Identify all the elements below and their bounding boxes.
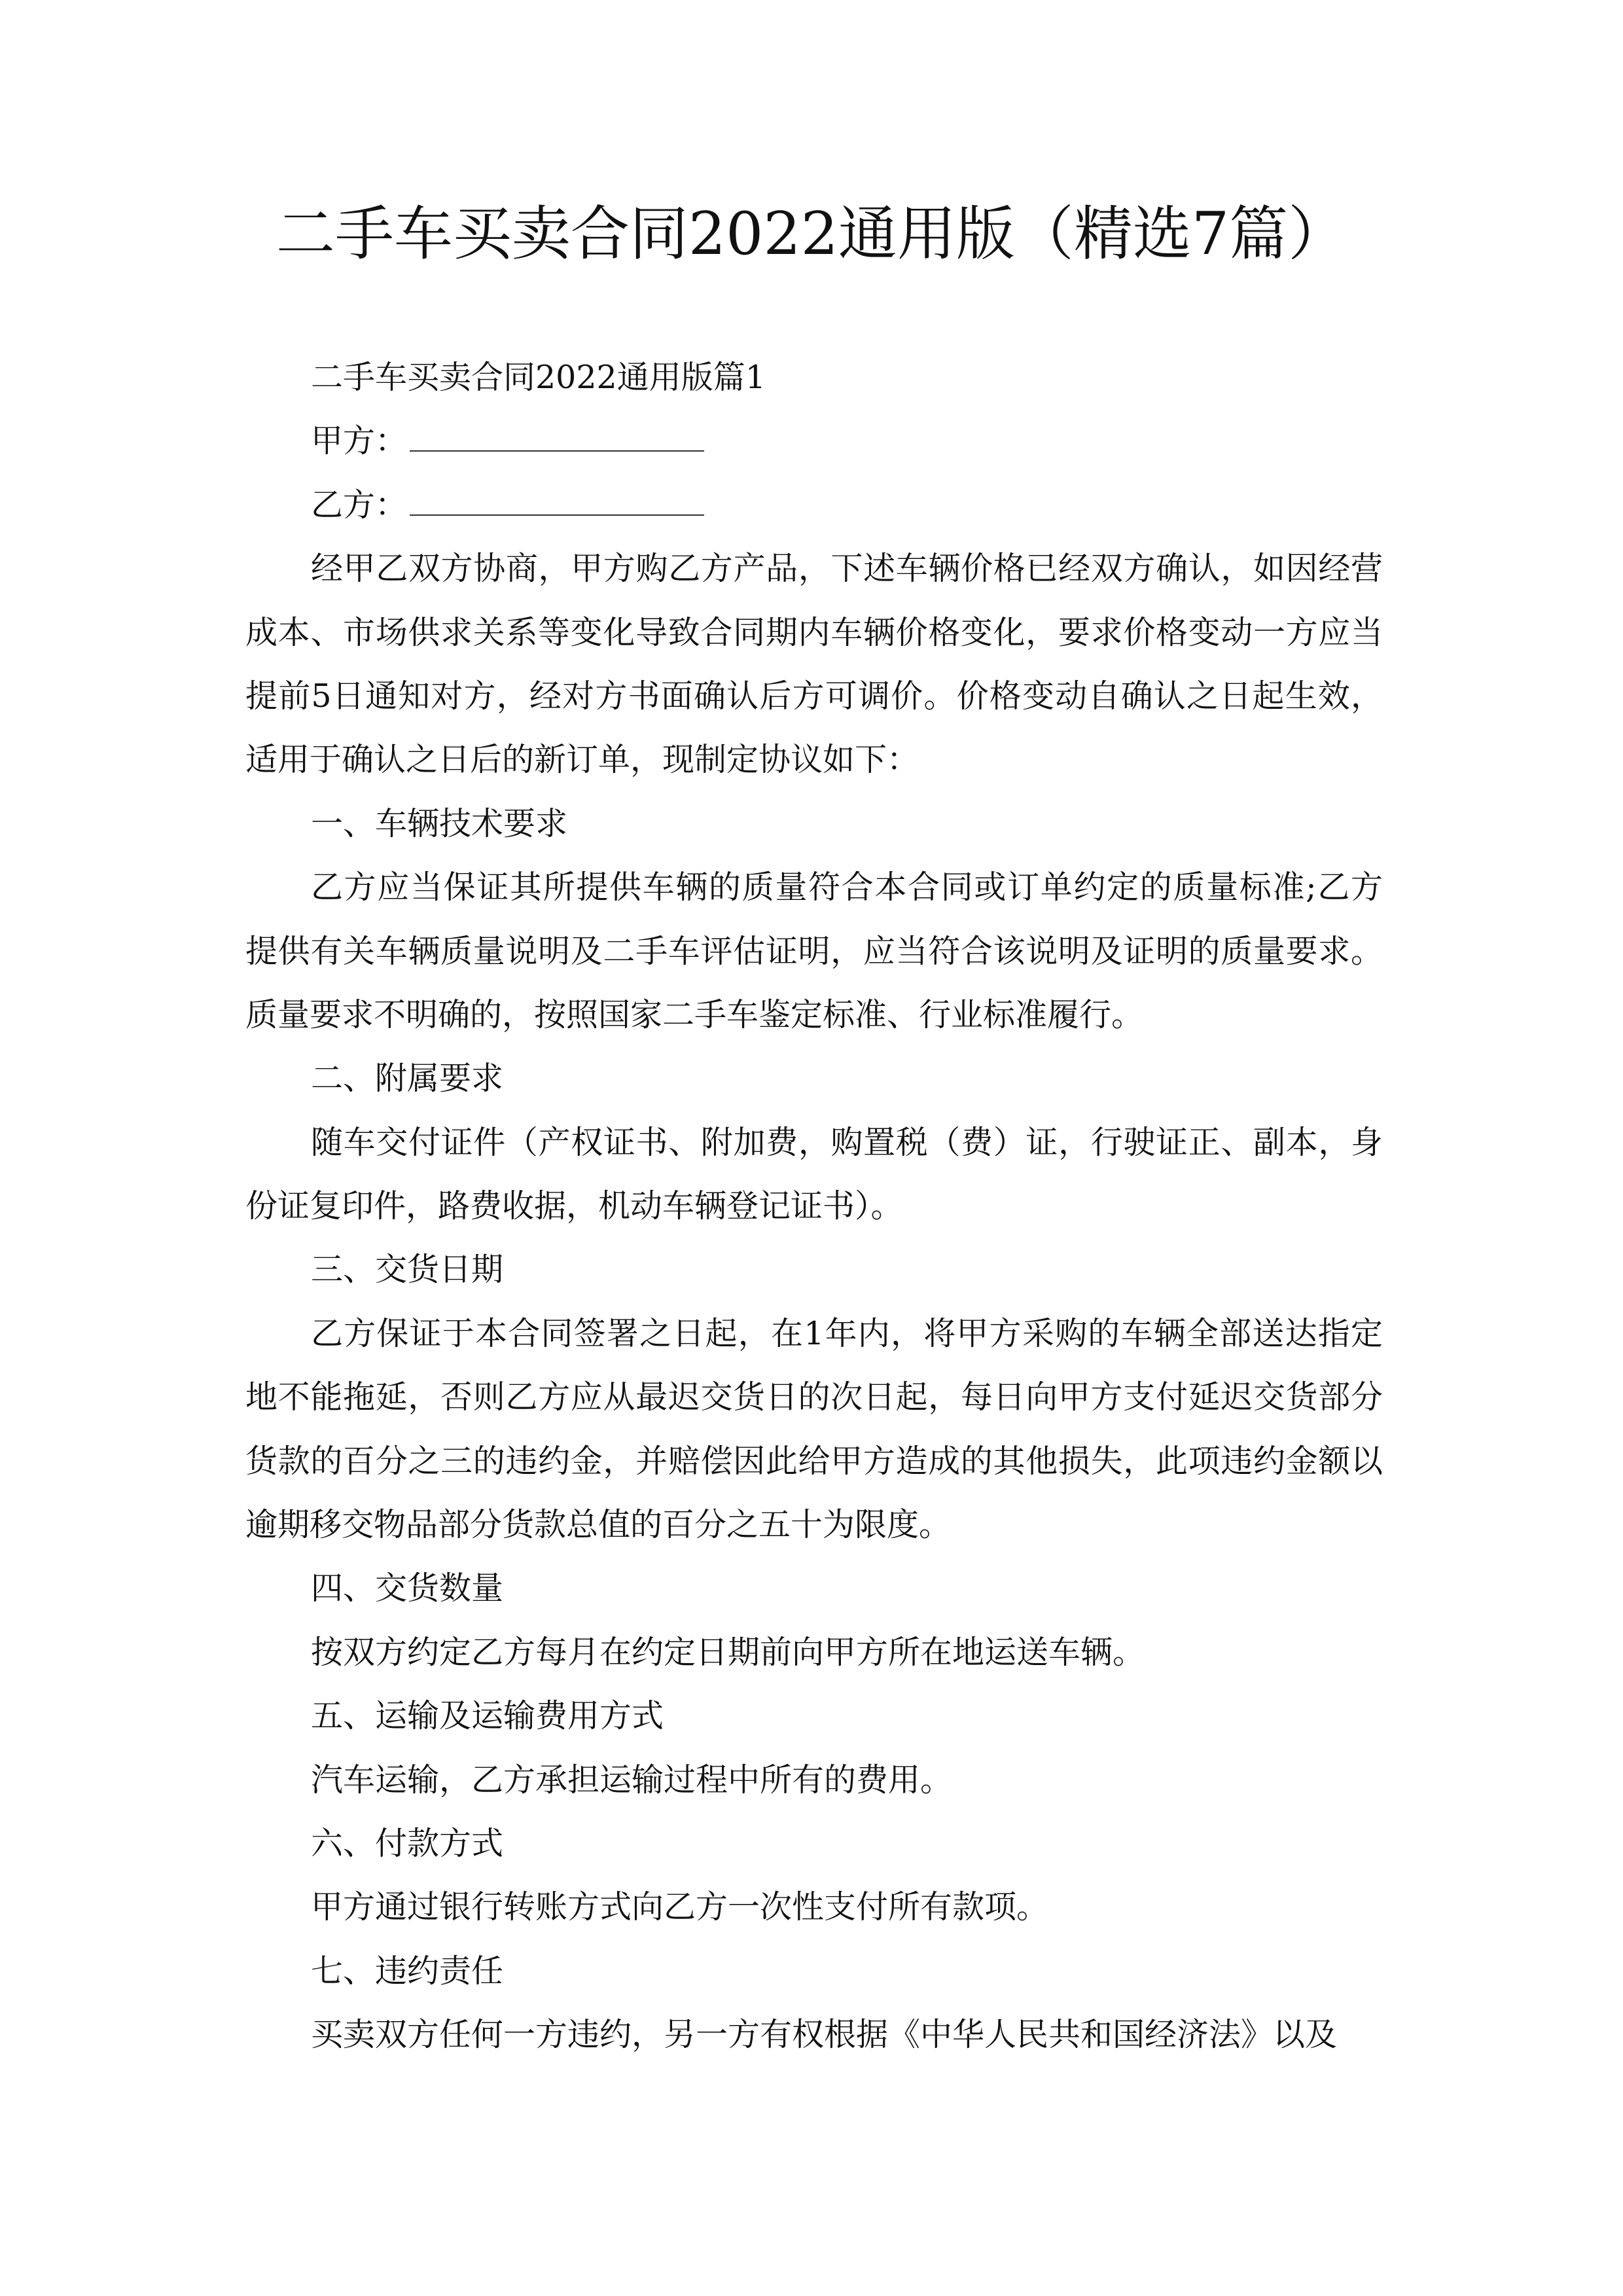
- line: [245, 1429, 1383, 1493]
- line: [245, 664, 1383, 728]
- text-line: 成本、市场供求关系等变化导致合同期内车辆价格变化，要求价格变动一方应当: [245, 613, 1383, 651]
- blank-underline: [410, 478, 704, 516]
- text-line: 四、交货数量: [311, 1570, 504, 1607]
- text-line: 甲方通过银行转账方式向乙方一次性支付所有款项。: [311, 1888, 1049, 1926]
- paragraph: [245, 1748, 1383, 1812]
- line: [245, 1556, 1383, 1620]
- text-line: 一、车辆技术要求: [311, 804, 568, 842]
- line: [245, 537, 1383, 600]
- line: [245, 1493, 1383, 1556]
- paragraph: [245, 346, 1383, 409]
- line: [245, 1302, 1383, 1365]
- text-line: 地不能拖延，否则乙方应从最迟交货日的次日起，每日向甲方支付延迟交货部分: [245, 1378, 1383, 1416]
- line: [245, 2003, 1383, 2066]
- text-line: 货款的百分之三的违约金，并赔偿因此给甲方造成的其他损失，此项违约金额以: [245, 1442, 1383, 1480]
- paragraph: [245, 537, 1383, 792]
- line: [245, 346, 1383, 409]
- line: [245, 409, 1383, 473]
- text-line: 质量要求不明确的，按照国家二手车鉴定标准、行业标准履行。: [245, 996, 1144, 1033]
- section-heading: [245, 1684, 1383, 1748]
- line: [245, 1812, 1383, 1875]
- line: [245, 1939, 1383, 2003]
- text-line: 二、附属要求: [311, 1060, 504, 1098]
- text-line: 三、交货日期: [311, 1251, 504, 1289]
- line: [245, 1111, 1383, 1174]
- text-line: 随车交付证件（产权证书、附加费，购置税（费）证，行驶证正、副本，身: [311, 1123, 1383, 1161]
- text-line: 乙方保证于本合同签署之日起，在1年内，将甲方采购的车辆全部送达指定: [311, 1314, 1383, 1352]
- paragraph: [245, 1302, 1383, 1557]
- text-line: 提供有关车辆质量说明及二手车评估证明，应当符合该说明及证明的质量要求。: [245, 932, 1383, 970]
- text-line: 买卖双方任何一方违约，另一方有权根据《中华人民共和国经济法》以及: [311, 2016, 1338, 2054]
- line: [245, 1684, 1383, 1748]
- line: [245, 1621, 1383, 1684]
- section-heading: [245, 792, 1383, 855]
- line: [245, 920, 1383, 983]
- section-heading: [245, 1939, 1383, 2003]
- text-line: 经甲乙双方协商，甲方购乙方产品，下述车辆价格已经双方确认，如因经营: [311, 550, 1383, 588]
- paragraph: [245, 1621, 1383, 1684]
- text-line: 汽车运输，乙方承担运输过程中所有的费用。: [311, 1761, 953, 1799]
- line: [245, 601, 1383, 664]
- text-line: 乙方：: [311, 486, 408, 524]
- line: [245, 1875, 1383, 1939]
- paragraph: [245, 1111, 1383, 1238]
- line: [245, 1238, 1383, 1301]
- text-line: 份证复印件，路费收据，机动车辆登记证书）。: [245, 1187, 903, 1225]
- text-line: 七、违约责任: [311, 1952, 504, 1990]
- section-heading: [245, 1556, 1383, 1620]
- section-heading: [245, 1238, 1383, 1301]
- text-line: 乙方应当保证其所提供车辆的质量符合本合同或订单约定的质量标准;乙方: [311, 869, 1383, 906]
- document-title: 二手车买卖合同2022通用版（精选7篇）: [276, 200, 1347, 268]
- line: [245, 983, 1383, 1047]
- text-line: 提前5日通知对方，经对方书面确认后方可调价。价格变动自确认之日起生效，: [245, 677, 1383, 715]
- paragraph: [245, 2003, 1383, 2066]
- party-field: [245, 409, 1383, 473]
- text-line: 适用于确认之日后的新订单，现制定协议如下：: [245, 741, 919, 779]
- party-field: [245, 473, 1383, 537]
- text-line: 六、付款方式: [311, 1824, 504, 1862]
- line: [245, 473, 1383, 537]
- section-heading: [245, 1812, 1383, 1875]
- text-line: 按双方约定乙方每月在约定日期前向甲方所在地运送车辆。: [311, 1633, 1145, 1671]
- blank-underline: [410, 414, 704, 452]
- section-heading: [245, 1047, 1383, 1110]
- line: [245, 1174, 1383, 1238]
- document-body: [245, 346, 1383, 2067]
- paragraph: [245, 1875, 1383, 1939]
- line: [245, 855, 1383, 919]
- line: [245, 1047, 1383, 1110]
- line: [245, 792, 1383, 855]
- line: [245, 1365, 1383, 1429]
- line: [245, 1748, 1383, 1812]
- text-line: 逾期移交物品部分货款总值的百分之五十为限度。: [245, 1506, 952, 1544]
- text-line: 二手车买卖合同2022通用版篇1: [311, 359, 766, 396]
- paragraph: [245, 855, 1383, 1047]
- text-line: 五、运输及运输费用方式: [311, 1697, 664, 1735]
- line: [245, 728, 1383, 791]
- text-line: 甲方：: [311, 422, 408, 460]
